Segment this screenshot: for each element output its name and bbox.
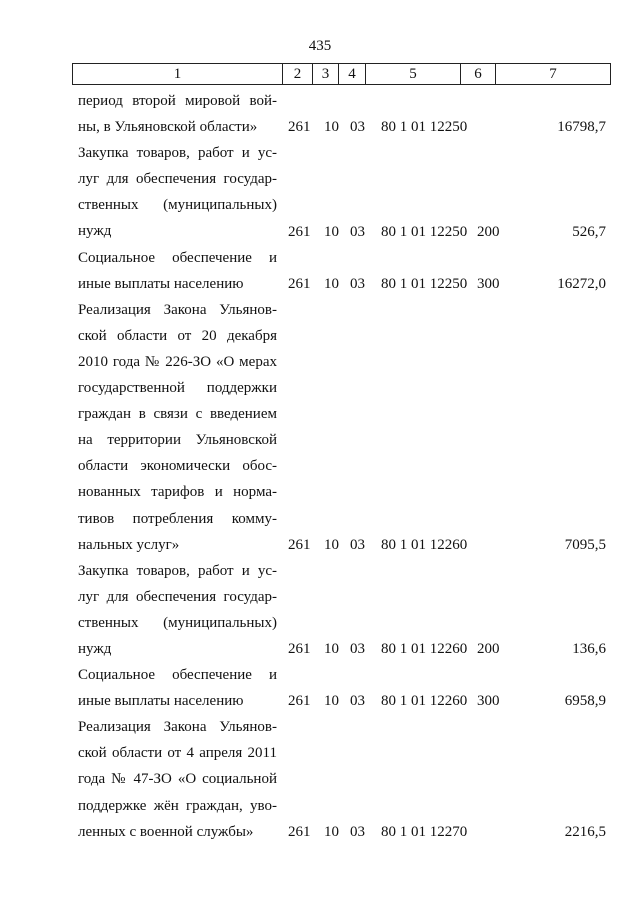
section-code: 10 bbox=[324, 823, 339, 840]
section-code: 10 bbox=[324, 223, 339, 240]
target-article-code: 80 1 01 12260 bbox=[381, 536, 468, 553]
row-description bbox=[78, 297, 277, 558]
amount: 6958,9 bbox=[564, 693, 606, 710]
table-header bbox=[72, 63, 611, 85]
amount: 136,6 bbox=[572, 641, 606, 658]
amount: 16272,0 bbox=[557, 275, 606, 292]
description-line: луг для обеспечения государ- bbox=[78, 588, 277, 605]
description-line: Закупка товаров, работ и ус- bbox=[78, 145, 277, 162]
row-codes bbox=[0, 819, 640, 845]
table-row bbox=[0, 662, 640, 714]
description-line: иные выплаты населению bbox=[78, 275, 244, 292]
subsection-code: 03 bbox=[350, 693, 365, 710]
ministry-code: 261 bbox=[288, 536, 311, 553]
description-line: Социальное обеспечение и bbox=[78, 249, 277, 266]
section-code: 10 bbox=[324, 641, 339, 658]
description-line: Реализация Закона Ульянов- bbox=[78, 719, 277, 736]
section-code: 10 bbox=[324, 119, 339, 136]
ministry-code: 261 bbox=[288, 275, 311, 292]
description-line: года № 47-ЗО «О социальной bbox=[78, 771, 277, 788]
amount: 16798,7 bbox=[557, 119, 606, 136]
description-line: государственной поддержки bbox=[78, 380, 277, 397]
description-line: ны, в Ульяновской области» bbox=[78, 119, 258, 136]
row-codes bbox=[0, 636, 640, 662]
table-row bbox=[0, 714, 640, 844]
amount: 526,7 bbox=[572, 223, 606, 240]
description-line: Социальное обеспечение и bbox=[78, 667, 277, 684]
header-col-3: 3 bbox=[313, 64, 339, 85]
description-line: период второй мировой вой- bbox=[78, 93, 277, 109]
header-col-7: 7 bbox=[496, 64, 611, 85]
subsection-code: 03 bbox=[350, 119, 365, 136]
section-code: 10 bbox=[324, 536, 339, 553]
target-article-code: 80 1 01 12250 bbox=[381, 275, 468, 292]
table-row bbox=[0, 88, 640, 140]
target-article-code: 80 1 01 12250 bbox=[381, 119, 468, 136]
section-code: 10 bbox=[324, 275, 339, 292]
ministry-code: 261 bbox=[288, 641, 311, 658]
expense-type-code: 300 bbox=[477, 275, 500, 292]
row-codes bbox=[0, 688, 640, 714]
description-line: луг для обеспечения государ- bbox=[78, 171, 277, 188]
table-body bbox=[0, 88, 640, 845]
subsection-code: 03 bbox=[350, 223, 365, 240]
header-col-4: 4 bbox=[339, 64, 366, 85]
ministry-code: 261 bbox=[288, 223, 311, 240]
ministry-code: 261 bbox=[288, 693, 311, 710]
header-col-2: 2 bbox=[283, 64, 313, 85]
target-article-code: 80 1 01 12260 bbox=[381, 641, 468, 658]
subsection-code: 03 bbox=[350, 641, 365, 658]
page-number: 435 bbox=[308, 38, 332, 54]
description-line: ственных (муниципальных) bbox=[78, 614, 277, 631]
ministry-code: 261 bbox=[288, 823, 311, 840]
header-col-5: 5 bbox=[366, 64, 461, 85]
description-line: Реализация Закона Ульянов- bbox=[78, 301, 277, 318]
description-line: тивов потребления комму- bbox=[78, 510, 277, 527]
target-article-code: 80 1 01 12250 bbox=[381, 223, 468, 240]
amount: 2216,5 bbox=[564, 823, 606, 840]
description-line: поддержке жён граждан, уво- bbox=[78, 797, 277, 814]
description-line: нальных услуг» bbox=[78, 536, 180, 553]
description-line: граждан в связи с введением bbox=[78, 406, 277, 423]
description-line: Закупка товаров, работ и ус- bbox=[78, 562, 277, 579]
header-col-1: 1 bbox=[73, 64, 283, 85]
description-line: нужд bbox=[78, 223, 112, 240]
amount: 7095,5 bbox=[564, 536, 606, 553]
target-article-code: 80 1 01 12260 bbox=[381, 693, 468, 710]
table-row bbox=[0, 245, 640, 297]
row-codes bbox=[0, 271, 640, 297]
section-code: 10 bbox=[324, 693, 339, 710]
ministry-code: 261 bbox=[288, 119, 311, 136]
description-line: ской области от 20 декабря bbox=[78, 327, 277, 344]
header-col-6: 6 bbox=[461, 64, 496, 85]
description-line: 2010 года № 226-ЗО «О мерах bbox=[78, 353, 277, 370]
row-codes bbox=[0, 532, 640, 558]
description-line: ленных с военной службы» bbox=[78, 823, 254, 840]
expense-type-code: 200 bbox=[477, 223, 500, 240]
subsection-code: 03 bbox=[350, 536, 365, 553]
expense-type-code: 200 bbox=[477, 641, 500, 658]
table-row bbox=[0, 140, 640, 244]
table-row bbox=[0, 558, 640, 662]
description-line: на территории Ульяновской bbox=[78, 432, 277, 449]
subsection-code: 03 bbox=[350, 823, 365, 840]
description-line: иные выплаты населению bbox=[78, 693, 244, 710]
description-line: области экономически обос- bbox=[78, 458, 277, 475]
description-line: нужд bbox=[78, 640, 112, 657]
subsection-code: 03 bbox=[350, 275, 365, 292]
table-row bbox=[0, 297, 640, 558]
description-line: ственных (муниципальных) bbox=[78, 197, 277, 214]
row-codes bbox=[0, 114, 640, 140]
target-article-code: 80 1 01 12270 bbox=[381, 823, 468, 840]
description-line: ской области от 4 апреля 2011 bbox=[78, 745, 277, 762]
expense-type-code: 300 bbox=[477, 693, 500, 710]
description-line: нованных тарифов и норма- bbox=[78, 484, 277, 501]
row-codes bbox=[0, 219, 640, 245]
